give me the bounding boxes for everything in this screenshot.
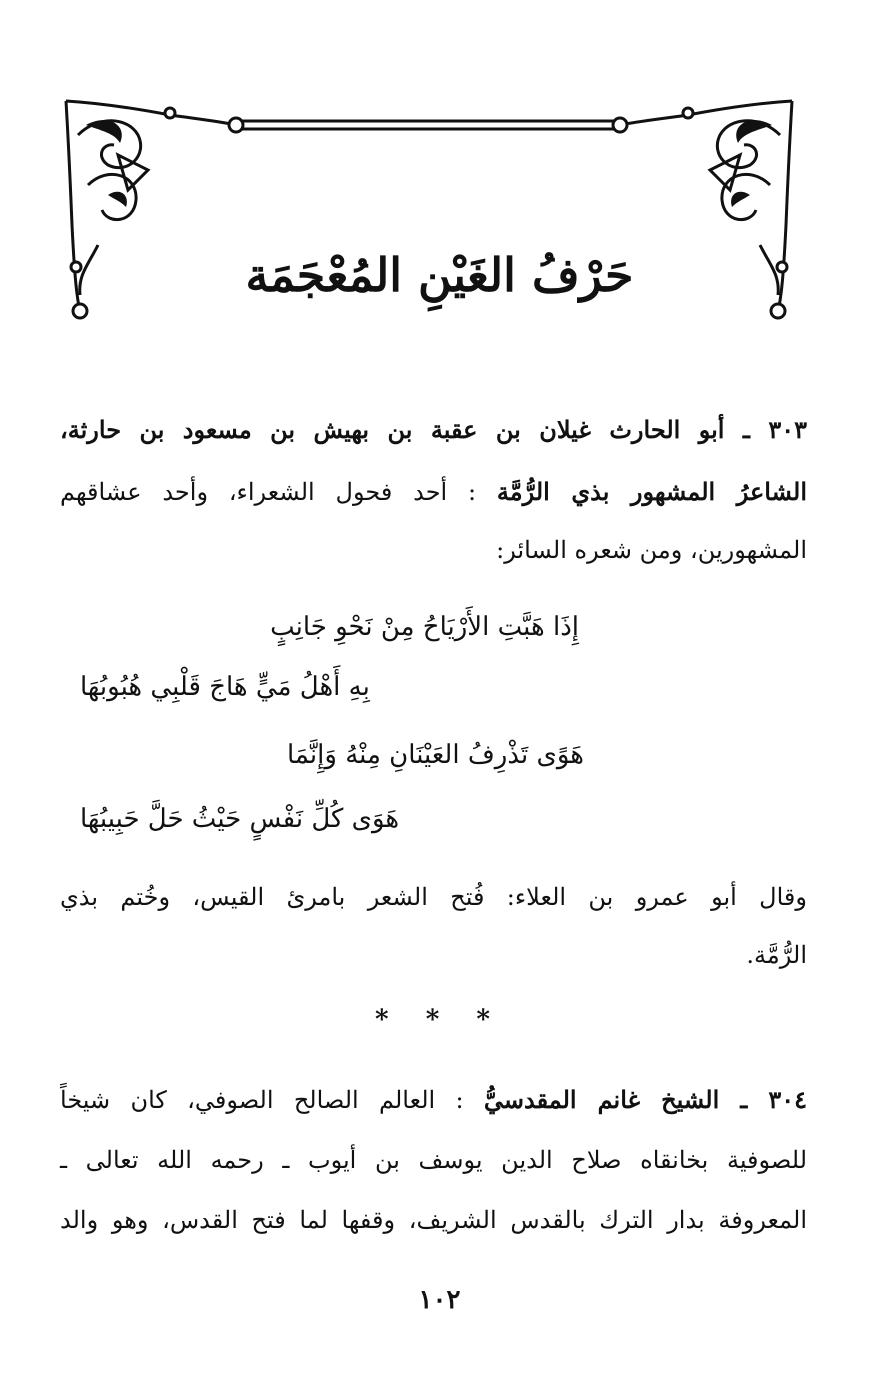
entry-304-line-3: المعروفة بدار الترك بالقدس الشريف، وقفها لما فتح القدس، وهو والد [60, 1206, 807, 1234]
entry-304-heading [60, 1080, 807, 1120]
entry-303-heading: ٣٠٣ ـ أبو الحارث غيلان بن عقبة بن بهيش بن مسعود بن حارثة، [60, 415, 807, 444]
verse-line-3: هَوًى تَذْرِفُ العَيْنَانِ مِنْهُ وَإِنَّمَا [286, 740, 584, 770]
page-number: ١٠٢ [418, 1285, 461, 1315]
entry-303-description: : أحد فحول الشعراء، وأحد عشاقهم [60, 478, 477, 506]
entry-304-line-2: للصوفية بخانقاه صلاح الدين يوسف بن أيوب ـ رحمه الله تعالى ـ [60, 1146, 807, 1174]
verse-line-2: بِهِ أَهْلُ مَيٍّ هَاجَ قَلْبِي هُبُوبُهَا [80, 672, 370, 702]
entry-303-poet-nickname: الشاعرُ المشهور بذي الرُّمَّة [496, 477, 807, 506]
chapter-title: حَرْفُ الغَيْنِ المُعْجَمَة [245, 248, 634, 302]
entry-303-quote-line-1: وقال أبو عمرو بن العلاء: فُتح الشعر بامرئ القيس، وخُتم بذي [60, 883, 807, 911]
entry-304-description: : العالم الصالح الصوفي، كان شيخاً [60, 1086, 464, 1114]
entry-303-line-2 [60, 472, 807, 512]
entry-303-quote-line-2: الرُّمَّة. [746, 941, 807, 969]
verse-line-4: هَوَى كُلِّ نَفْسٍ حَيْثُ حَلَّ حَبِيبُهَا [80, 804, 400, 834]
entry-303-line-3: المشهورين، ومن شعره السائر: [496, 536, 807, 564]
entry-304-name: ٣٠٤ ـ الشيخ غانم المقدسيُّ [483, 1085, 807, 1114]
section-separator: * * * [375, 1005, 504, 1035]
verse-line-1: إِذَا هَبَّتِ الأَرْيَاحُ مِنْ نَحْوِ جَانِبٍ [270, 612, 579, 642]
